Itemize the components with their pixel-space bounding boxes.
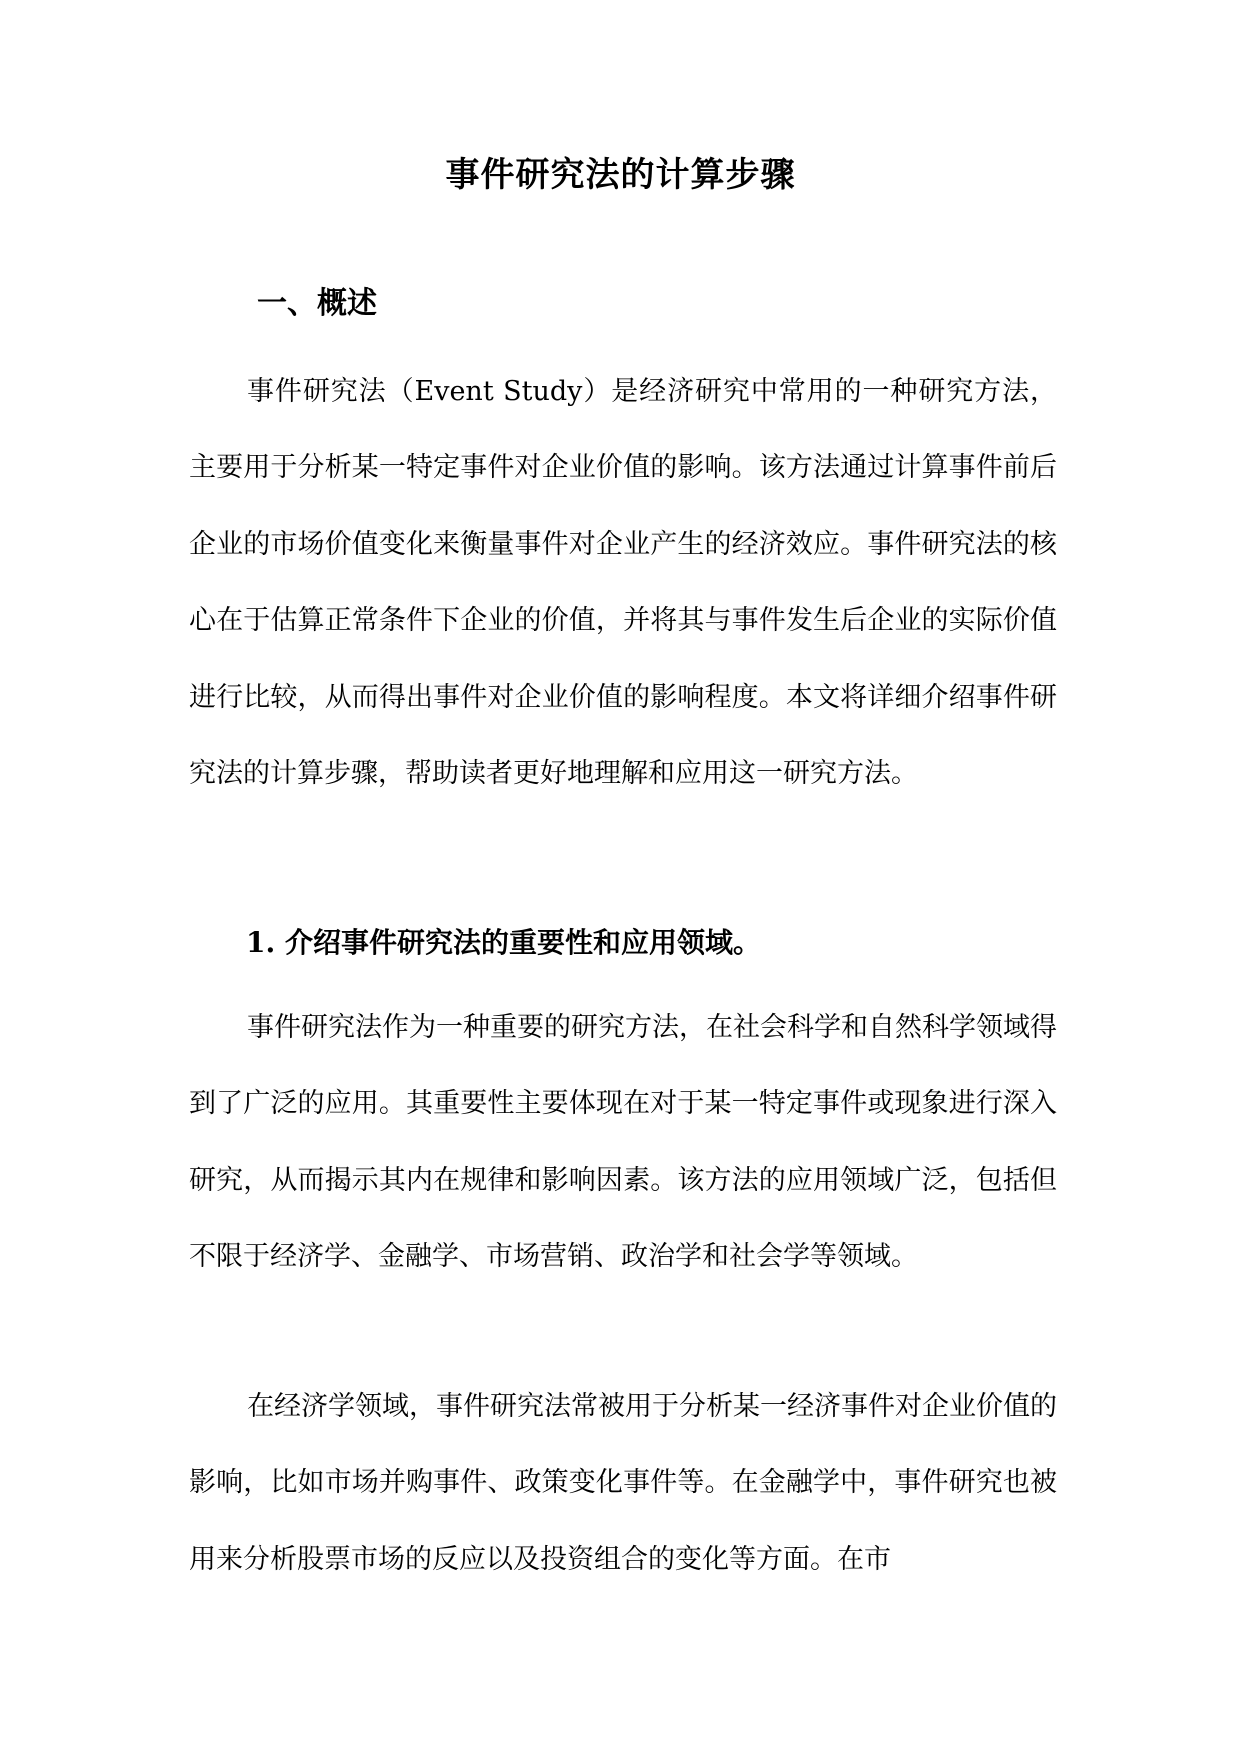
economics-paragraph: 在经济学领域，事件研究法常被用于分析某一经济事件对企业价值的影响，比如市场并购事件、政策变化事件等。在金融学中，事件研究也被用来分析股票市场的反应以及投资组合的变化等方面。在市 (189, 1391, 1057, 1575)
section-heading-overview: 一、概述 (257, 286, 377, 321)
importance-paragraph: 事件研究法作为一种重要的研究方法，在社会科学和自然科学领域得到了广泛的应用。其重要性主要体现在对于某一特定事件或现象进行深入研究，从而揭示其内在规律和影响因素。该方法的应用领域广泛，包括但不限于经济学、金融学、市场营销、政治学和社会学等领域。 (189, 1012, 1057, 1273)
document-title: 事件研究法的计算步骤 (445, 155, 796, 195)
overview-paragraph: 事件研究法（Event Study）是经济研究中常用的一种研究方法，主要用于分析某一特定事件对企业价值的影响。该方法通过计算事件前后企业的市场价值变化来衡量事件对企业产生的经济效应。事件研究法的核心在于估算正常条件下企业的价值，并将其与事件发生后企业的实际价值进行比较，从而得出事件对企业价值的影响程度。本文将详细介绍事件研究法的计算步骤，帮助读者更好地理解和应用这一研究方法。 (189, 376, 1057, 790)
subsection-heading-importance: 1. 介绍事件研究法的重要性和应用领域。 (246, 926, 761, 959)
